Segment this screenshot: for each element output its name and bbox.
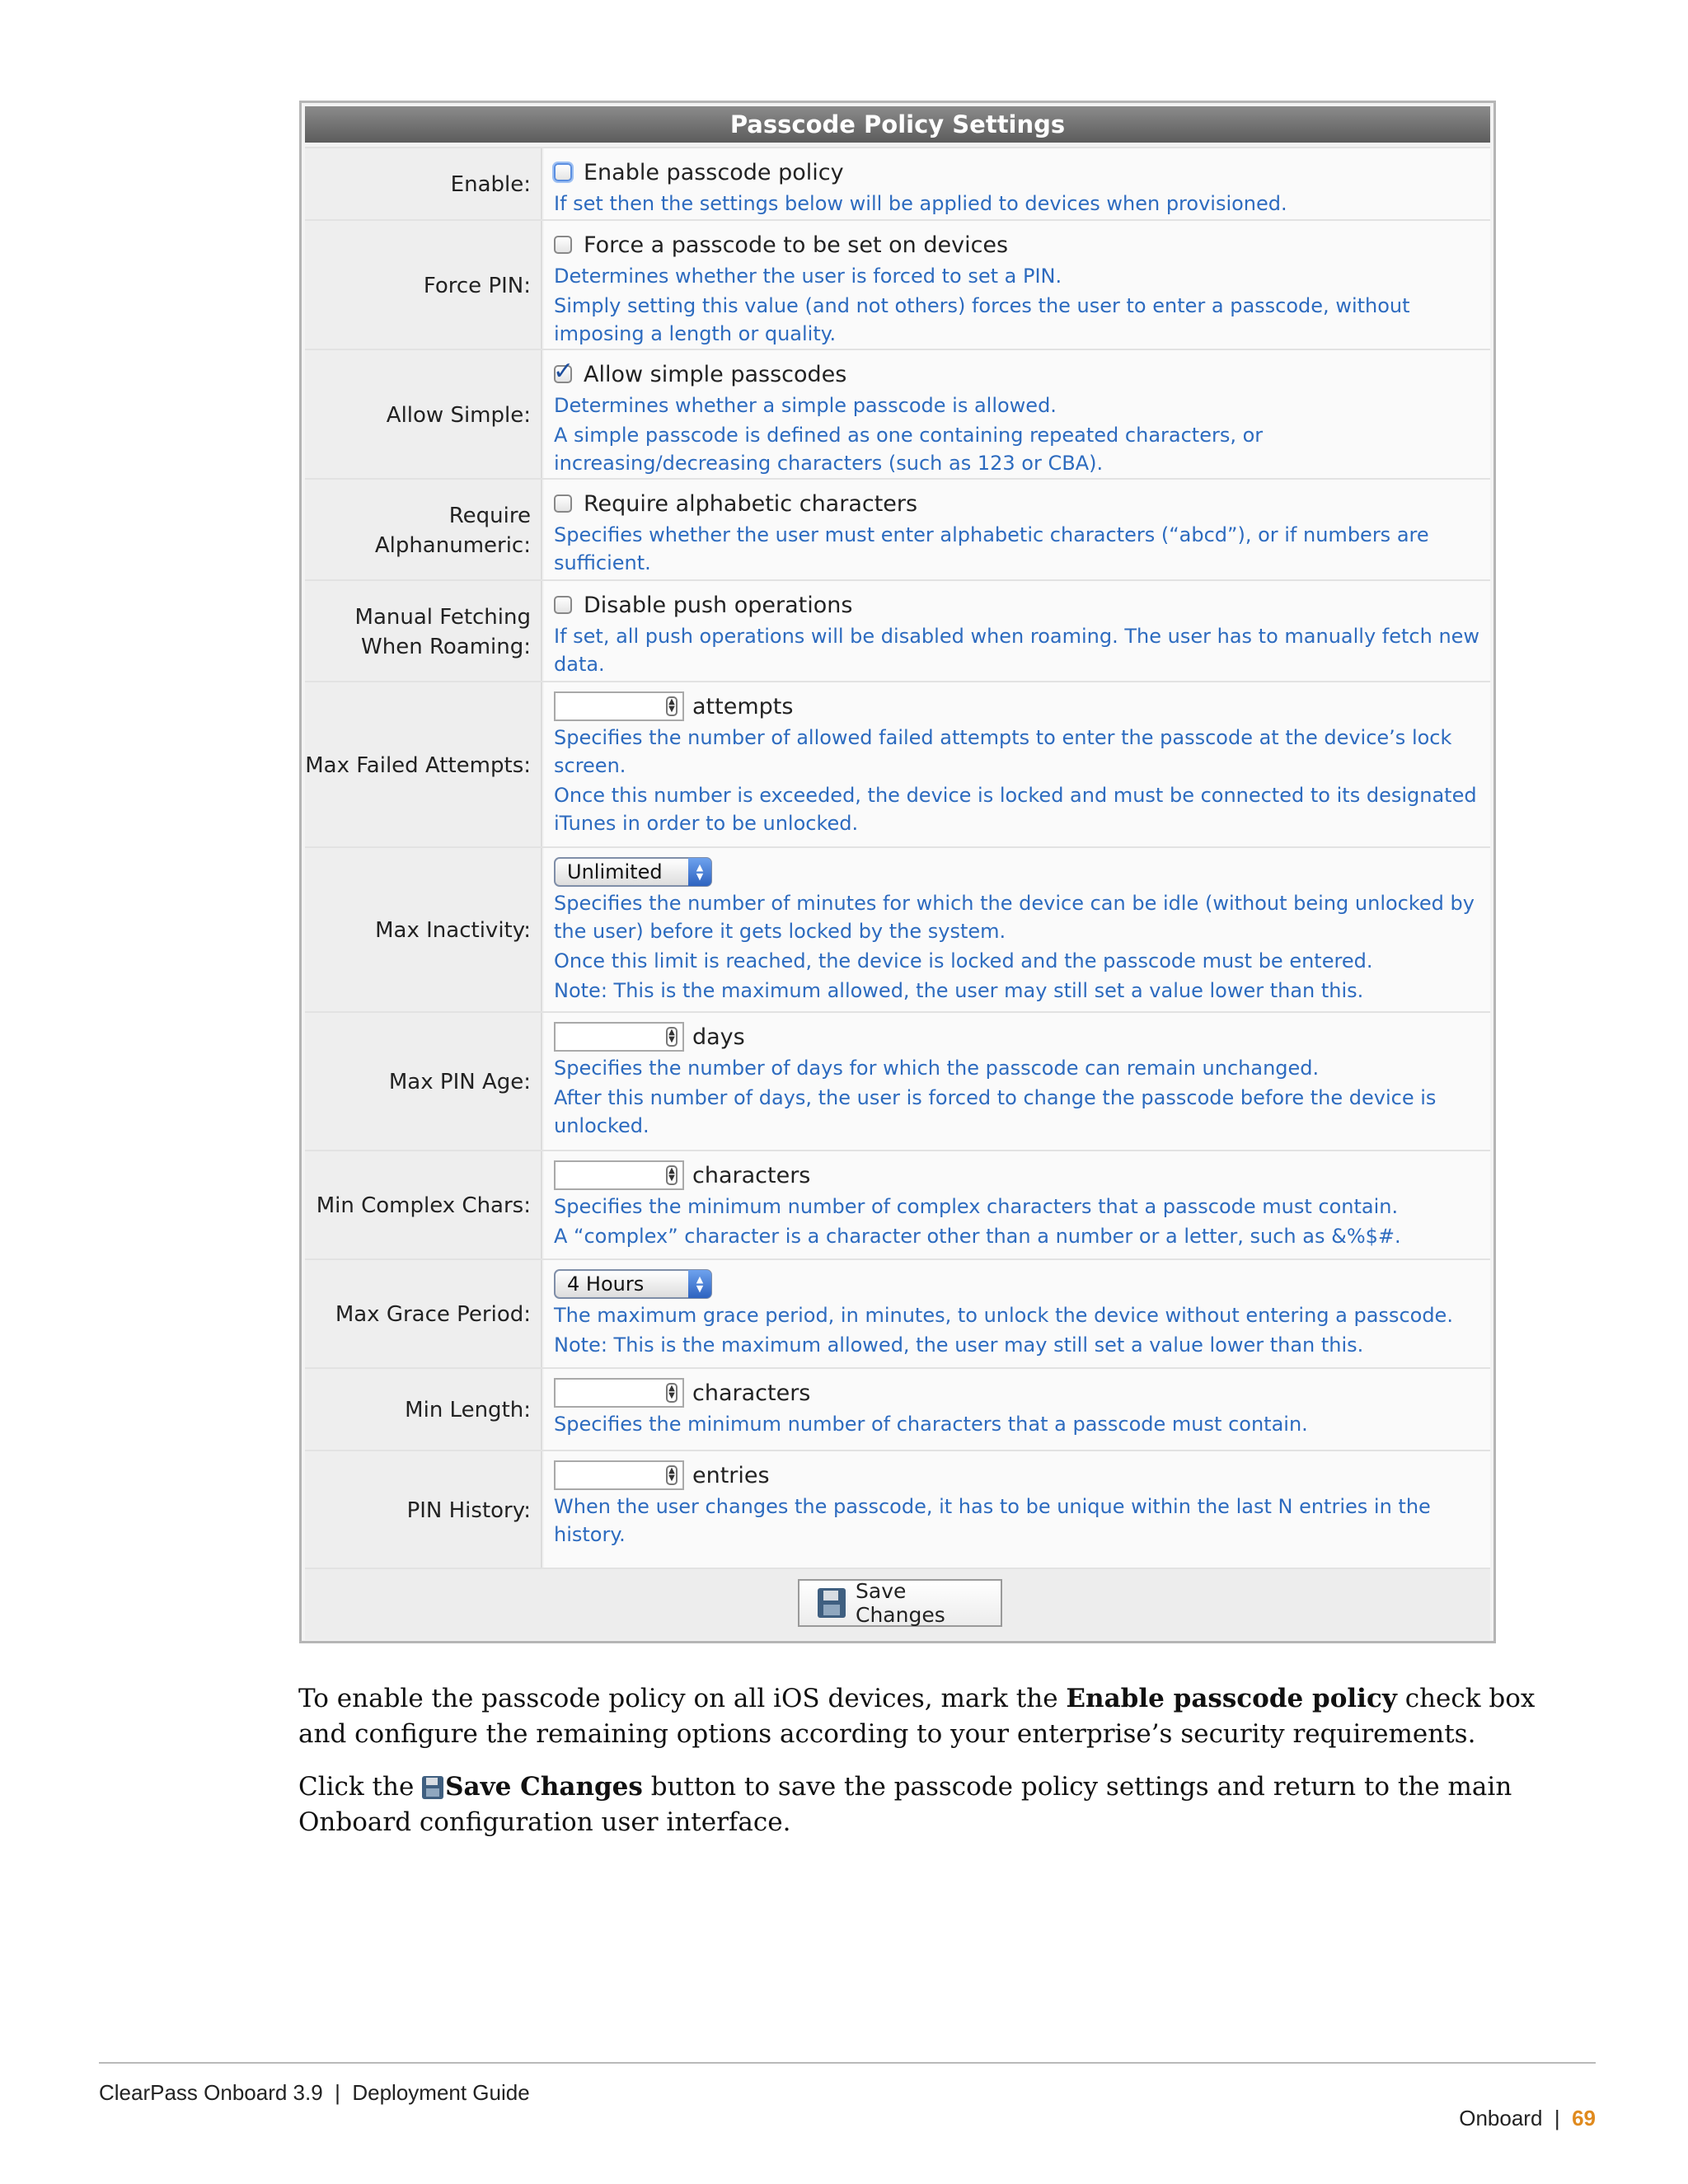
row-content xyxy=(544,682,1490,848)
row-label-line: Alphanumeric: xyxy=(374,532,531,558)
unit-label: characters xyxy=(692,1380,811,1406)
min-complex-chars-input[interactable] xyxy=(554,1160,684,1190)
row-label: Force PIN: xyxy=(305,221,542,350)
panel-actions xyxy=(305,1568,1490,1640)
spinner-arrows-icon[interactable]: ▲ ▼ xyxy=(666,1027,678,1047)
select-value: 4 Hours xyxy=(567,1272,645,1296)
allow-simple-checkbox-control[interactable] xyxy=(554,359,1480,390)
require-alpha-checkbox[interactable] xyxy=(554,494,572,513)
pin-history-control xyxy=(554,1460,1480,1491)
row-min-length xyxy=(305,1367,1490,1451)
checkmark-icon: ✓ xyxy=(553,357,574,386)
row-content xyxy=(544,350,1490,480)
row-description: If set, all push operations will be disabled when roaming. The user has to manually fetch new data. xyxy=(554,625,1480,676)
allow-simple-checkbox[interactable] xyxy=(553,357,574,386)
unit-label: characters xyxy=(692,1162,811,1188)
row-label: Min Length: xyxy=(305,1369,542,1451)
row-content xyxy=(544,148,1490,221)
unit-label: days xyxy=(692,1024,745,1050)
row-label-line: When Roaming: xyxy=(361,634,531,659)
row-label xyxy=(305,480,542,581)
checkbox-label: Disable push operations xyxy=(584,592,853,618)
require-alpha-checkbox-control[interactable] xyxy=(554,488,1480,519)
min-length-input[interactable] xyxy=(554,1378,684,1408)
row-description: If set then the settings below will be applied to devices when provisioned. xyxy=(554,192,1287,215)
spinner-arrows-icon[interactable]: ▲ ▼ xyxy=(666,1165,678,1185)
max-failed-attempts-control xyxy=(554,691,1480,722)
spinner-arrows-icon[interactable]: ▲ ▼ xyxy=(666,696,678,716)
row-max-grace-period xyxy=(305,1258,1490,1369)
row-label: Max Inactivity: xyxy=(305,848,542,1013)
row-label-line: Require xyxy=(448,503,531,528)
footer-left: ClearPass Onboard 3.9 | Deployment Guide xyxy=(99,2080,530,2105)
enable-passcode-checkbox[interactable] xyxy=(554,163,572,181)
row-description: Note: This is the maximum allowed, the user may still set a value lower than this. xyxy=(554,979,1364,1002)
select-arrows-icon[interactable]: ▲ ▼ xyxy=(688,1270,711,1298)
row-label: Max PIN Age: xyxy=(305,1013,542,1151)
force-pin-checkbox[interactable] xyxy=(554,236,572,254)
max-inactivity-select[interactable] xyxy=(554,857,712,887)
footer-section: Onboard | xyxy=(1459,2106,1573,2130)
row-description: Determines whether the user is forced to set a PIN. xyxy=(554,265,1062,288)
text: Click the xyxy=(298,1772,423,1802)
row-allow-simple xyxy=(305,349,1490,480)
pin-history-input[interactable] xyxy=(554,1460,684,1490)
row-label: Allow Simple: xyxy=(305,350,542,480)
max-pin-age-control xyxy=(554,1021,1480,1052)
floppy-disk-icon xyxy=(818,1588,846,1618)
row-description: Note: This is the maximum allowed, the user may still set a value lower than this. xyxy=(554,1333,1364,1357)
unit-label: entries xyxy=(692,1462,770,1488)
row-content xyxy=(544,480,1490,581)
min-length-control xyxy=(554,1377,1480,1408)
row-description: A “complex” character is a character other than a number or a letter, such as &%$#. xyxy=(554,1225,1401,1248)
row-label xyxy=(305,581,542,682)
row-description: Specifies the number of minutes for which the device can be idle (without being unlocked by the user) before it gets locked by the system. xyxy=(554,892,1475,943)
spinner-arrows-icon[interactable]: ▲ ▼ xyxy=(666,1383,678,1403)
row-content xyxy=(544,1013,1490,1151)
row-content xyxy=(544,848,1490,1013)
footer-right xyxy=(1447,2080,1596,2131)
row-content xyxy=(544,1451,1490,1569)
floppy-disk-icon xyxy=(422,1776,443,1799)
page-number: 69 xyxy=(1572,2106,1596,2130)
disable-push-checkbox[interactable] xyxy=(554,596,572,614)
row-content xyxy=(544,1260,1490,1369)
footer-divider xyxy=(99,2062,1596,2064)
row-min-complex-chars xyxy=(305,1150,1490,1260)
row-content xyxy=(544,581,1490,682)
row-description: Specifies the number of days for which the passcode can remain unchanged. xyxy=(554,1057,1320,1080)
row-description: Once this number is exceeded, the device is locked and must be connected to its designated iTunes in order to be unlocked. xyxy=(554,784,1477,835)
max-grace-period-select[interactable] xyxy=(554,1269,712,1299)
row-manual-fetching xyxy=(305,579,1490,682)
row-label: Max Failed Attempts: xyxy=(305,682,542,848)
checkbox-label: Require alphabetic characters xyxy=(584,490,918,517)
row-description: Specifies the number of allowed failed attempts to enter the passcode at the device’s lock screen. xyxy=(554,726,1452,777)
row-description: Simply setting this value (and not others) forces the user to enter a passcode, without imposing a length or quality. xyxy=(554,294,1410,345)
max-pin-age-input[interactable] xyxy=(554,1022,684,1052)
row-content xyxy=(544,1369,1490,1451)
checkbox-label: Allow simple passcodes xyxy=(584,361,847,387)
bold-text: Enable passcode policy xyxy=(1066,1684,1397,1713)
text: To enable the passcode policy on all iOS devices, mark the xyxy=(298,1684,1067,1713)
row-description: After this number of days, the user is forced to change the passcode before the device is unlocked. xyxy=(554,1086,1437,1137)
select-arrows-icon[interactable]: ▲ ▼ xyxy=(688,858,711,886)
max-failed-attempts-input[interactable] xyxy=(554,691,684,721)
select-value: Unlimited xyxy=(567,860,663,883)
row-max-inactivity xyxy=(305,846,1490,1013)
text: check box and configure the remaining options according to your enterprise’s security requirements. xyxy=(298,1684,1536,1749)
row-content xyxy=(544,1151,1490,1260)
row-description: Once this limit is reached, the device is locked and the passcode must be entered. xyxy=(554,949,1373,972)
paragraph-save xyxy=(298,1769,1551,1840)
row-label: Max Grace Period: xyxy=(305,1260,542,1369)
row-description: Specifies whether the user must enter alphabetic characters (“abcd”), or if numbers are sufficient. xyxy=(554,523,1429,574)
checkbox-label: Enable passcode policy xyxy=(584,159,844,185)
panel-title: Passcode Policy Settings xyxy=(305,106,1490,143)
row-content xyxy=(544,221,1490,350)
force-pin-checkbox-control[interactable] xyxy=(554,229,1480,260)
passcode-policy-panel xyxy=(299,101,1496,1643)
max-grace-period-control xyxy=(554,1268,1480,1300)
save-button-label: Save Changes xyxy=(856,1579,945,1627)
row-label: PIN History: xyxy=(305,1451,542,1569)
save-changes-button[interactable] xyxy=(798,1579,1002,1627)
row-enable xyxy=(305,147,1490,221)
enable-passcode-checkbox-control[interactable] xyxy=(554,157,1480,188)
row-description: Specifies the minimum number of characters that a passcode must contain. xyxy=(554,1413,1308,1436)
row-description: The maximum grace period, in minutes, to unlock the device without entering a passcode. xyxy=(554,1304,1453,1327)
row-description: Determines whether a simple passcode is allowed. xyxy=(554,394,1057,417)
row-description: A simple passcode is defined as one containing repeated characters, or increasing/decreasing characters (such as 123 or CBA). xyxy=(554,424,1264,475)
max-inactivity-control xyxy=(554,856,1480,888)
text: button to save the passcode policy settings and return to the main Onboard configuration user interface. xyxy=(298,1772,1512,1837)
row-description: Specifies the minimum number of complex characters that a passcode must contain. xyxy=(554,1195,1399,1218)
paragraph-enable xyxy=(298,1681,1551,1752)
row-label-line: Manual Fetching xyxy=(354,604,531,630)
row-label: Enable: xyxy=(305,148,542,221)
disable-push-checkbox-control[interactable] xyxy=(554,589,1480,621)
unit-label: attempts xyxy=(692,693,794,719)
checkbox-label: Force a passcode to be set on devices xyxy=(584,232,1009,258)
bold-text: Save Changes xyxy=(445,1772,643,1802)
spinner-arrows-icon[interactable]: ▲ ▼ xyxy=(666,1465,678,1485)
row-max-pin-age xyxy=(305,1011,1490,1151)
row-force-pin xyxy=(305,219,1490,350)
min-complex-chars-control xyxy=(554,1160,1480,1191)
row-label: Min Complex Chars: xyxy=(305,1151,542,1260)
row-description: When the user changes the passcode, it has to be unique within the last N entries in the history. xyxy=(554,1495,1431,1546)
row-require-alphanumeric xyxy=(305,478,1490,581)
row-pin-history xyxy=(305,1450,1490,1569)
row-max-failed-attempts xyxy=(305,681,1490,848)
